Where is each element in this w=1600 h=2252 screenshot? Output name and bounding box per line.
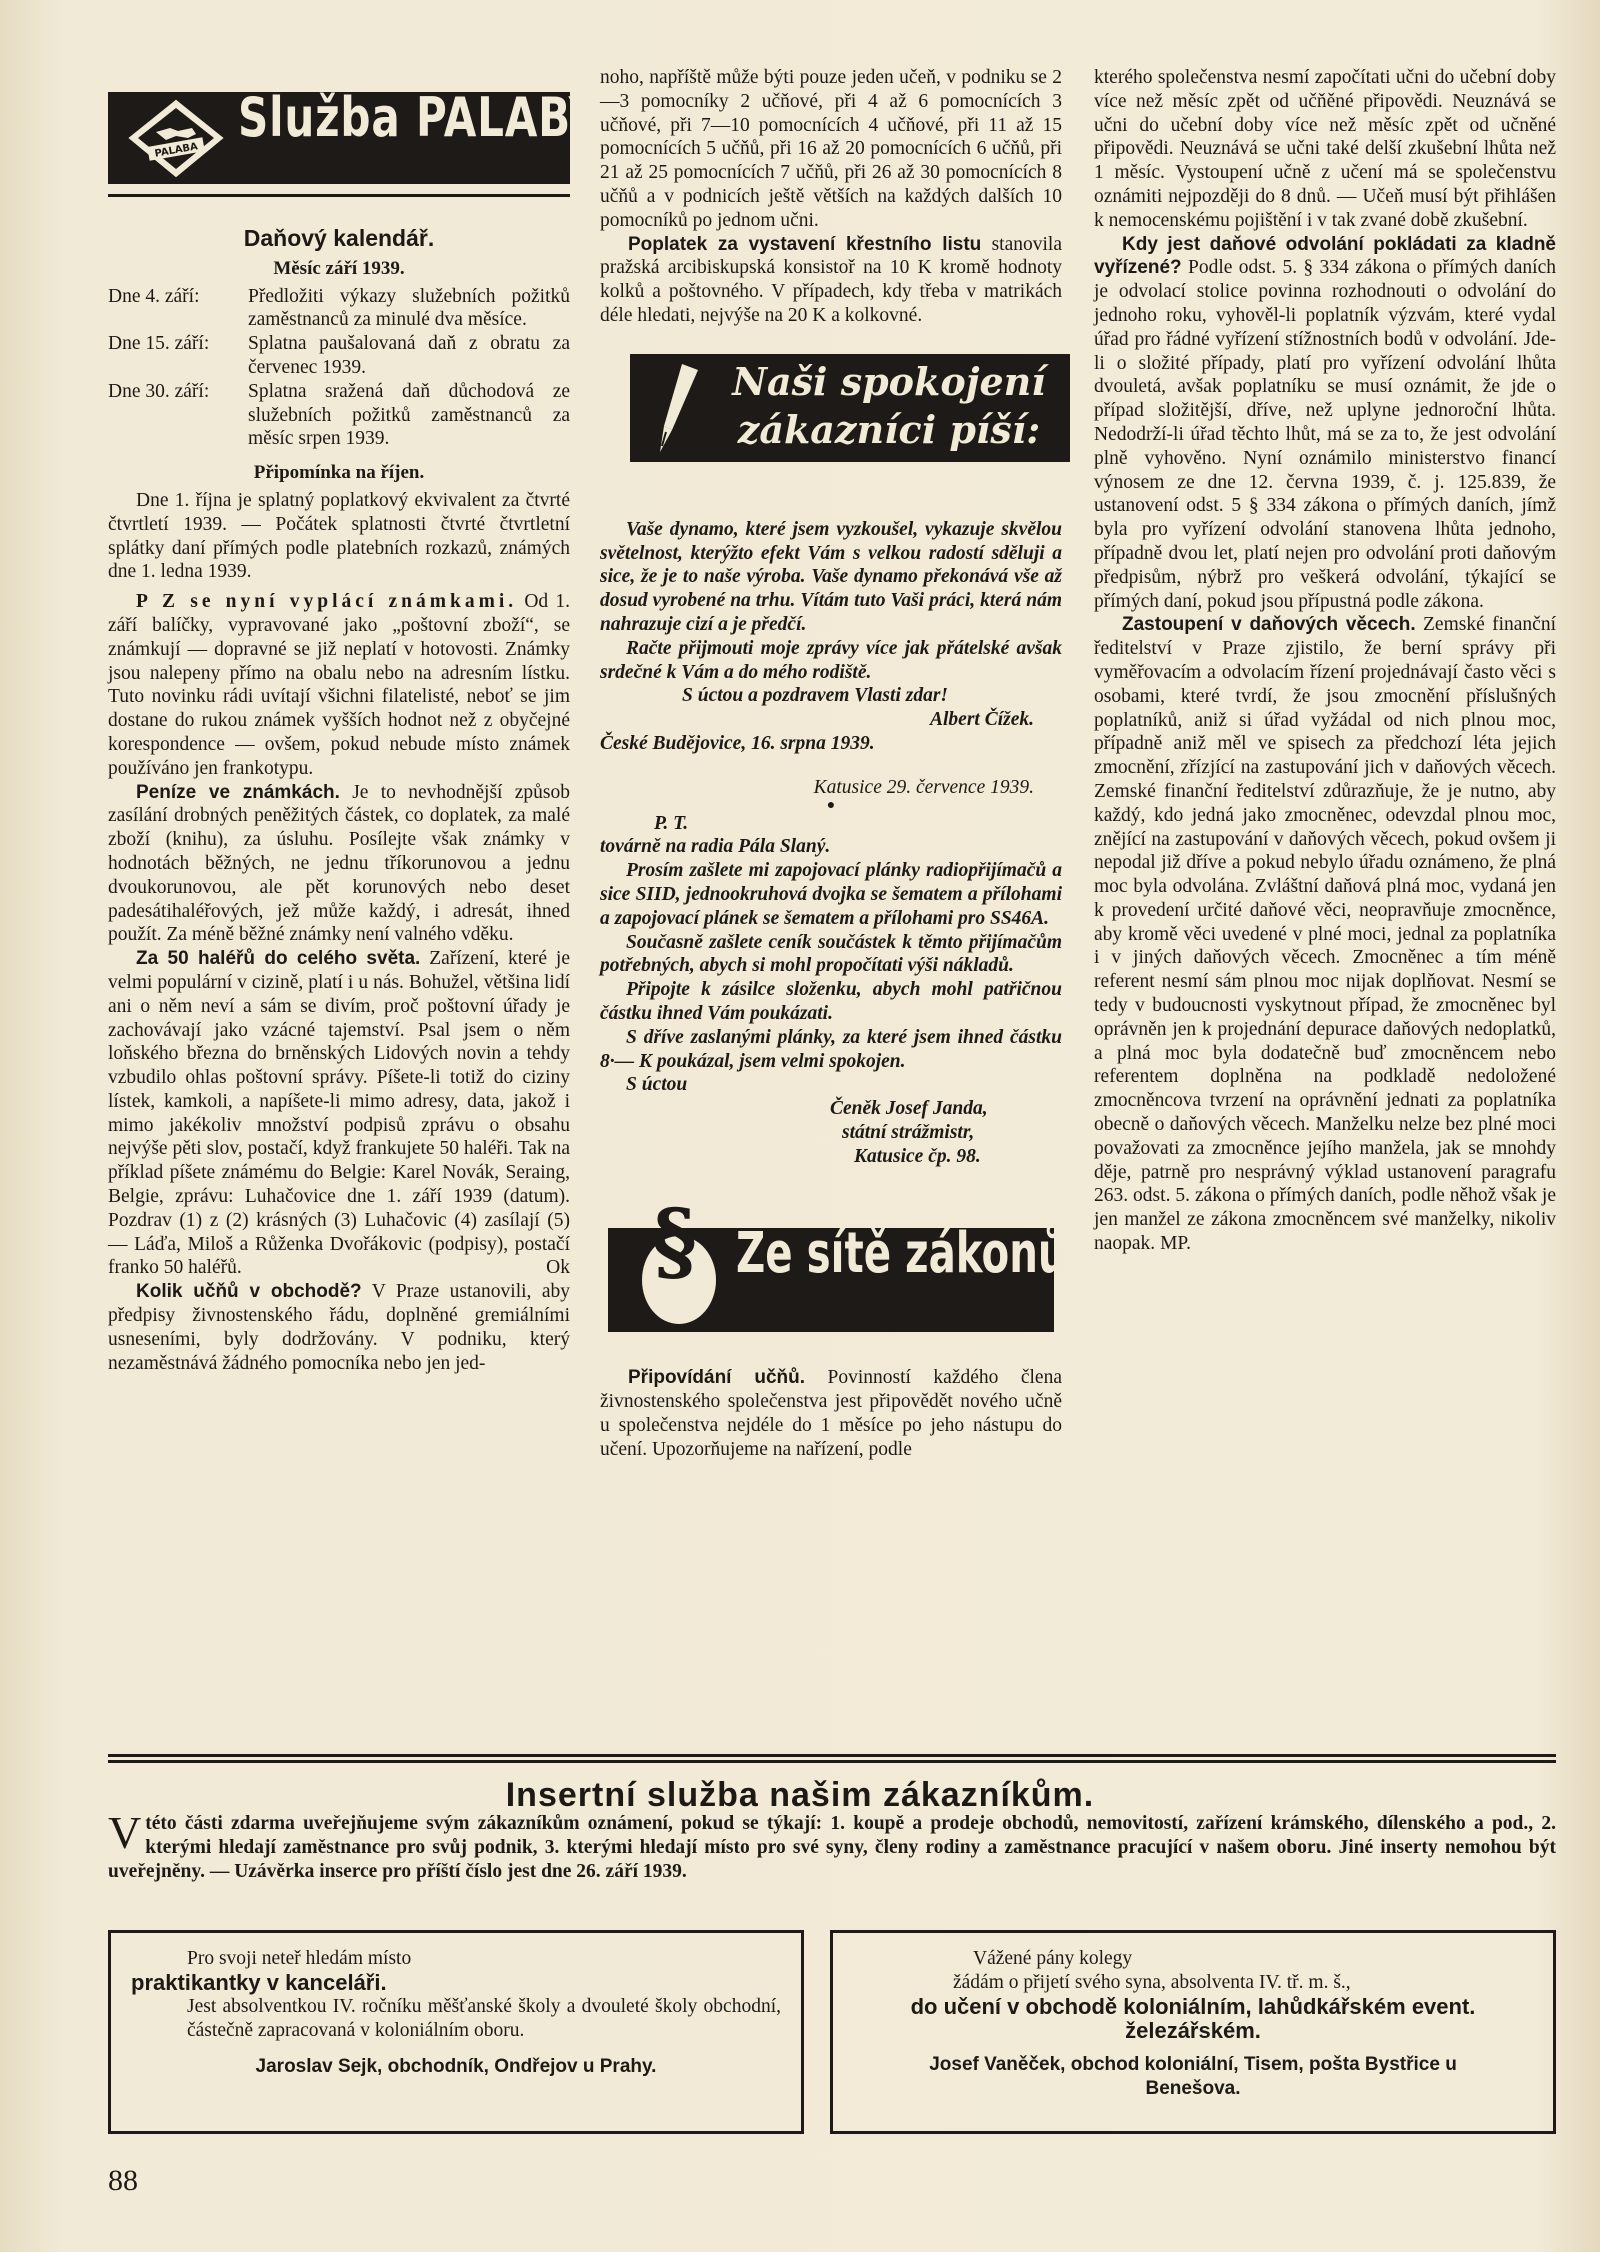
- calendar-month: Měsíc září 1939.: [273, 257, 405, 279]
- ad-headline: do učení v obchodě koloniálním, lahůdkářském event. železářském.: [910, 1994, 1476, 2043]
- calendar-date: Dne 4. září:: [108, 285, 200, 307]
- pz-text: Od 1. září balíčky, vypravované jako „poštovní zboží“, se známkují — dopravné se již neplatí v hotovosti. Známky jsou nalepeny přímo na obalu nebo na adresním lístku. Tuto novinku rádi uvítají všichni filatelisté, neboť se jim dostane do rukou známek vyšších hodnot než z obyčejné korespondence — ovšem, pokud nebude místo známek používáno jen frankotypu.: [108, 591, 570, 779]
- letter-addressee: továrně na radia Pála Slaný.: [600, 836, 831, 858]
- letter-paragraph: S dříve zaslanými plánky, za které jsem ihned částku 8·— K poukázal, jsem velmi spokojen.: [600, 1026, 1062, 1072]
- separator-dot: ●: [826, 797, 836, 813]
- ad-signature: Josef Vaněček, obchod koloniální, Tisem, pošta Bystřice u Benešova.: [929, 2054, 1457, 2099]
- reminder-text: Dne 1. října je splatný poplatkový ekvivalent za čtvrté čtvrtletí 1939. — Počátek splatnosti čtvrté čtvrtletní splátky daní přímých podle platebních rozkazů, známých dne 1. ledna 1939.: [108, 489, 570, 583]
- fee-lead: Poplatek za vystavení křestního listu: [628, 233, 982, 255]
- ad-line: žádám o přijetí svého syna, absolventa IV. tř. m. š.,: [953, 1972, 1351, 1993]
- customers-write-line2: zákazníci píší:: [737, 406, 1041, 452]
- divider: [108, 1760, 1556, 1763]
- appeal-text: Podle odst. 5. § 334 zákona o přímých daních je odvolací stolice povinna rozhodnouti o odvolání do jednoho roku, vyhověl-li poplatník výzvám, které vydal úřad pro řádné vyřízení stížnostních bodů v odvolání. Jde-li o složité případy, platí pro vyřízení odvolání lhůta dvouletá, avšak poplatníku se musí oznámit, že jde o případ složitější, dříve, než uplyne jednoroční lhůta. Nedodrží-li úřad těchto lhůt, má se za to, že jest odvolání plně vyhověno. Nyní oznámilo ministerstvo financí výnosem ze dne 12. června 1939, č. j. 125.839, že ustanovení odst. 5 § 334 zákona o přímých daních, jímž byla pro vyřízení odvolání stanovena lhůta jednoho, případně dvou let, platí nejen pro odvolání proti daňovým předpisům, nýbrž pro veškerá odvolání, týkající se přímých daní, pokud jsou přípustná podle zákona.: [1094, 257, 1557, 612]
- calendar-text: Splatna paušalovaná daň z obratu za červenec 1939.: [248, 333, 570, 378]
- letter-paragraph: Vaše dynamo, které jsem vyzkoušel, vykazuje skvělou světelnost, kterýžto efekt Vám s velkou radostí sděluji a sice, že je to naše výroba. Vaše dynamo překonává vše až dosud vyrobené na trhu. Vítám tuto Vaši práci, která nám nahrazuje cizí a je předčí.: [600, 518, 1062, 635]
- divider: [108, 1754, 1556, 1757]
- letter-date: Katusice 29. července 1939.: [813, 776, 1034, 798]
- palaba-logo-badge: PALABA: [153, 141, 199, 160]
- column-left: [108, 86, 600, 1375]
- column-right: [1094, 66, 1556, 1256]
- money-text: Je to nevhodnější způsob zasílání drobných peněžitých částek, co doplatek, za malé zboží (knihu), za úsluhu. Posílejte však známky v hodnotách běžných, ne jednu tříkorunovou a jednu dvoukorunovou, ale pět korunových nebo deset padesátihaléřových, jež může každý, i adresát, ihned použít. Za méně běžné známky není valného vděku.: [108, 781, 570, 946]
- column-middle: [600, 66, 1067, 1462]
- drop-cap: V: [108, 1807, 142, 1858]
- calendar-entry: [108, 285, 570, 333]
- law1-continued: kterého společenstva nesmí započítati učni do učební doby více než měsíc zpět od učňěné připovědi. Neuznává se učni do učební doby více než měsíc zpět od učněné připovědi. Neuznává se učni také delší zkušební lhůta než 1 měsíc. Vystoupení učně z učení má se společenstvu oznámiti nejpozději do 8 dnů. — Učeň musí být přihlášen k nemocenskému pojištění i v tak zvané době zkušební.: [1094, 67, 1556, 231]
- representation-text: Zemské finanční ředitelství v Praze zjistilo, že berní správy při vyměřovacím a odvolacím řízení projednávají často věci s osobami, které tvrdí, že jsou zmocnění příslušných poplatníků, aniž si úřad vyžádal od nich plnou moc, případně aniž měl ve spisech za předchozí léta jejich zmocnění, zřízjící na zastupování jich v daňových věcech. Zemské finanční ředitelství zdůrazňuje, že je nutno, aby každý, kdo jedná jako zmocněnec, odevzdal plnou moc, znějící na zastupování v daňových věcech, pokud ovšem ji nepodal již dříve a pokud nebylo úřadu oznámeno, že plná moc byla odvolána. Zvláštní daňová plná moc, vydaná jen k provedení určité daňové věci, neopravňuje zmocněnce, aby kromě věci uvedené v plné moci, jednal za poplatníka i v jiných daňových věcech. Zmocněnec a tím méně referent nesmí sám plnou moc nijak doplňovat. Nesmí se tedy v budoucnosti vyskytnout případ, že zmocněnec byl oprávněn jen k projednání depurace daňových nedoplatků, a plná moc byla dodatečně buď zmocněncem nebo referentem doplněna na podkladě nedoložené zmocněncova tvrzení na oprávnění jednati za poplatníka obecně o daňových věcech. Manželku nelze bez plné moci považovati za zmocněnce jejího manžela, jak se mnohdy děje, patrně pro nesprávný výklad ustanovení paragrafu 263. odst. 5. zákona o přímých daních, podle něhož však je jen manžel ze zákona zmocněncem své manželky, nikoliv naopak.: [1094, 614, 1557, 1255]
- fee-text: stanovila pražská arcibiskupská konsistoř na 10 K kromě hodnoty kolků a poštovného. V případech, kdy třeba v matrikách déle hledati, nejvýše na 20 K a kolkovné.: [600, 233, 1062, 326]
- laws-banner: [608, 1191, 1067, 1332]
- money-lead: Peníze ve známkách.: [136, 781, 340, 803]
- letter-signature: státní strážmistr,: [842, 1121, 975, 1143]
- customers-write-banner: [630, 354, 1070, 462]
- apprentice-text: V Praze ustanovili, aby předpisy živnostenského řádu, doplněné gremiálními usneseními, byly dodržovány. V podniku, který nezaměstnává žádného pomocníka nebo jen jed-: [108, 1281, 571, 1374]
- world-text: Zařízení, které je velmi populární v cizině, platí i u nás. Bohužel, většina lidí ani o něm neví a sám se divím, proč poštovní úřady je zachovávají jako vzácné tajemství. Psal jsem o něm loňského března do brněnských Lidových novin a tehdy vzbudilo ohlas poštovní správy. Píšete-li totiž do ciziny lístek, kamkoli, a napíšete-li mimo adresy, data, jakož i mimo jakékoliv množství podpisů zprávu o obsahu nejvýše pěti slov, postačí, když frankujete 50 haléři. Tak na příklad píšete známému do Belgie: Karel Novák, Seraing, Belgie, zprávu: Luhačovice dne 1. září 1939 (datum). Pozdrav (1) z (2) krásných (3) Luhačovic (4) zasílají (5) — Láďa, Miloš a Růženka Dvořákovic (podpisy), postačí franko 50 haléřů.: [108, 948, 570, 1279]
- world-sign: Ok: [546, 1257, 570, 1279]
- service-title: Služba PALABY: [238, 86, 600, 149]
- apprentice-continued: noho, napříště může býti pouze jeden učeň, v podniku se 2—3 pomocníky 2 učňové, při 4 až 6 pomocnících 3 učňové, při 7—10 pomocnících 4 učňové, při 11 až 15 pomocnících 5 učňů, při 16 až 20 pomocnících 6 učňů, při 21 až 25 pomocnících 7 učňů, při 26 až 30 pomocnících 8 učňů a v podnicích ještě větších na každých dalších 10 pomocníků po jednom učni.: [600, 67, 1062, 231]
- apprentice-lead: Kolik učňů v obchodě?: [136, 1281, 362, 1303]
- letter-paragraph: Račte přijmouti moje zprávy více jak přátelské avšak srdečné k Vám a do mého rodiště.: [600, 637, 1062, 683]
- insert-text-block: [108, 1807, 1556, 1883]
- fountain-pen-icon: [642, 360, 706, 456]
- palaba-logo-icon: [126, 98, 226, 180]
- classified-ad: [108, 1930, 804, 2134]
- representation-lead: Zastoupení v daňových věcech.: [1122, 614, 1416, 636]
- customer-letter-1: [600, 518, 1062, 768]
- letter-paragraph: Současně zašlete ceník součástek k těmto přijímačům potřebných, abych si mohl propočítati výši nákladů.: [600, 931, 1062, 977]
- letter-salutation: P. T.: [654, 812, 689, 834]
- paragraph-symbol-icon: [642, 1191, 716, 1324]
- laws-title: Ze sítě zákonů: [736, 1221, 1067, 1287]
- customers-write-title: [714, 358, 1064, 454]
- world-lead: Za 50 haléřů do celého světa.: [136, 948, 421, 970]
- customer-letter-2: [600, 776, 1062, 1169]
- calendar-date: Dne 30. září:: [108, 380, 210, 402]
- law1-lead: Připovídání učňů.: [628, 1367, 806, 1389]
- letter-closing: S úctou: [626, 1074, 688, 1096]
- letter-closing: S úctou a pozdravem Vlasti zdar!: [682, 685, 949, 707]
- divider: [108, 194, 570, 197]
- law1-text: Povinností každého člena živnostenského společenstva jest připovědět nového učně u společenstva nejdéle do 1 měsíce po jeho nástupu do učení. Upozorňujeme na nařízení, podle: [600, 1367, 1062, 1460]
- palaba-service-banner: [108, 86, 600, 184]
- ad-line: Vážené pány kolegy: [973, 1948, 1133, 1969]
- classified-ad: [830, 1930, 1556, 2134]
- letter-signature: Albert Čížek.: [929, 709, 1034, 731]
- ad-signature: Jaroslav Sejk, obchodník, Ondřejov u Prahy.: [255, 2056, 657, 2077]
- insert-title: Insertní služba našim zákazníkům.: [505, 1776, 1095, 1814]
- letter-signature: Čeněk Josef Janda,: [830, 1098, 988, 1120]
- page-number: 88: [108, 2164, 138, 2197]
- appeal-lead: Kdy jest daňové odvolání pokládati za kladně vyřízené?: [1094, 233, 1556, 279]
- tax-calendar-title: Daňový kalendář.: [243, 225, 435, 251]
- calendar-text: Předložiti výkazy služebních požitků zaměstnanců za minulé dva měsíce.: [248, 285, 570, 331]
- ad-body: Jest absolventkou IV. ročníku měšťanské školy a dvouleté školy obchodní, částečně zapracovaná v koloniálním oboru.: [187, 1996, 781, 2041]
- calendar-date: Dne 15. září:: [108, 333, 210, 355]
- letter-place: České Budějovice, 16. srpna 1939.: [600, 732, 875, 754]
- calendar-text: Splatna sražená daň důchodová ze služebních požitků zaměstnanců za měsíc srpen 1939.: [248, 380, 570, 450]
- letter-signature: Katusice čp. 98.: [854, 1145, 981, 1167]
- pz-lead: P Z se nyní vyplácí známkami.: [136, 591, 518, 613]
- reminder-title: Připomínka na říjen.: [253, 462, 425, 484]
- insert-text: této části zdarma uveřejňujeme svým zákazníkům oznámení, pokud se týkají: 1. koupě a prodeje obchodů, nemovitostí, zařízení krámského, dílenského a pod., 2. kterými hledají zaměstnance pro svůj podnik, 3. kterými hledají místo pro své syny, členy rodiny a zaměstnance pracující v našem oboru. Jiné inserty nemohou být uveřejněny. — Uzávěrka inserce pro příští číslo jest dne 26. září 1939.: [108, 1813, 1556, 1882]
- calendar-entry: [108, 380, 570, 451]
- letter-paragraph: Připojte k zásilce složenku, abych mohl patřičnou částku ihned Vám poukázati.: [600, 979, 1062, 1024]
- ad-line: Pro svoji neteř hledám místo: [187, 1948, 412, 1969]
- letter-paragraph: Prosím zašlete mi zapojovací plánky radiopřijímačů a sice SIID, jednookruhová dvojka se šematem a přílohami a zapojovací plánek se šematem a přílohami pro SS46A.: [600, 860, 1062, 929]
- calendar-entry: [108, 332, 570, 380]
- paragraph-symbol: §: [652, 1191, 697, 1293]
- ad-headline: praktikantky v kanceláři.: [131, 1970, 387, 1995]
- representation-sign: MP.: [1160, 1233, 1191, 1255]
- customers-write-line1: Naši spokojení: [732, 358, 1046, 404]
